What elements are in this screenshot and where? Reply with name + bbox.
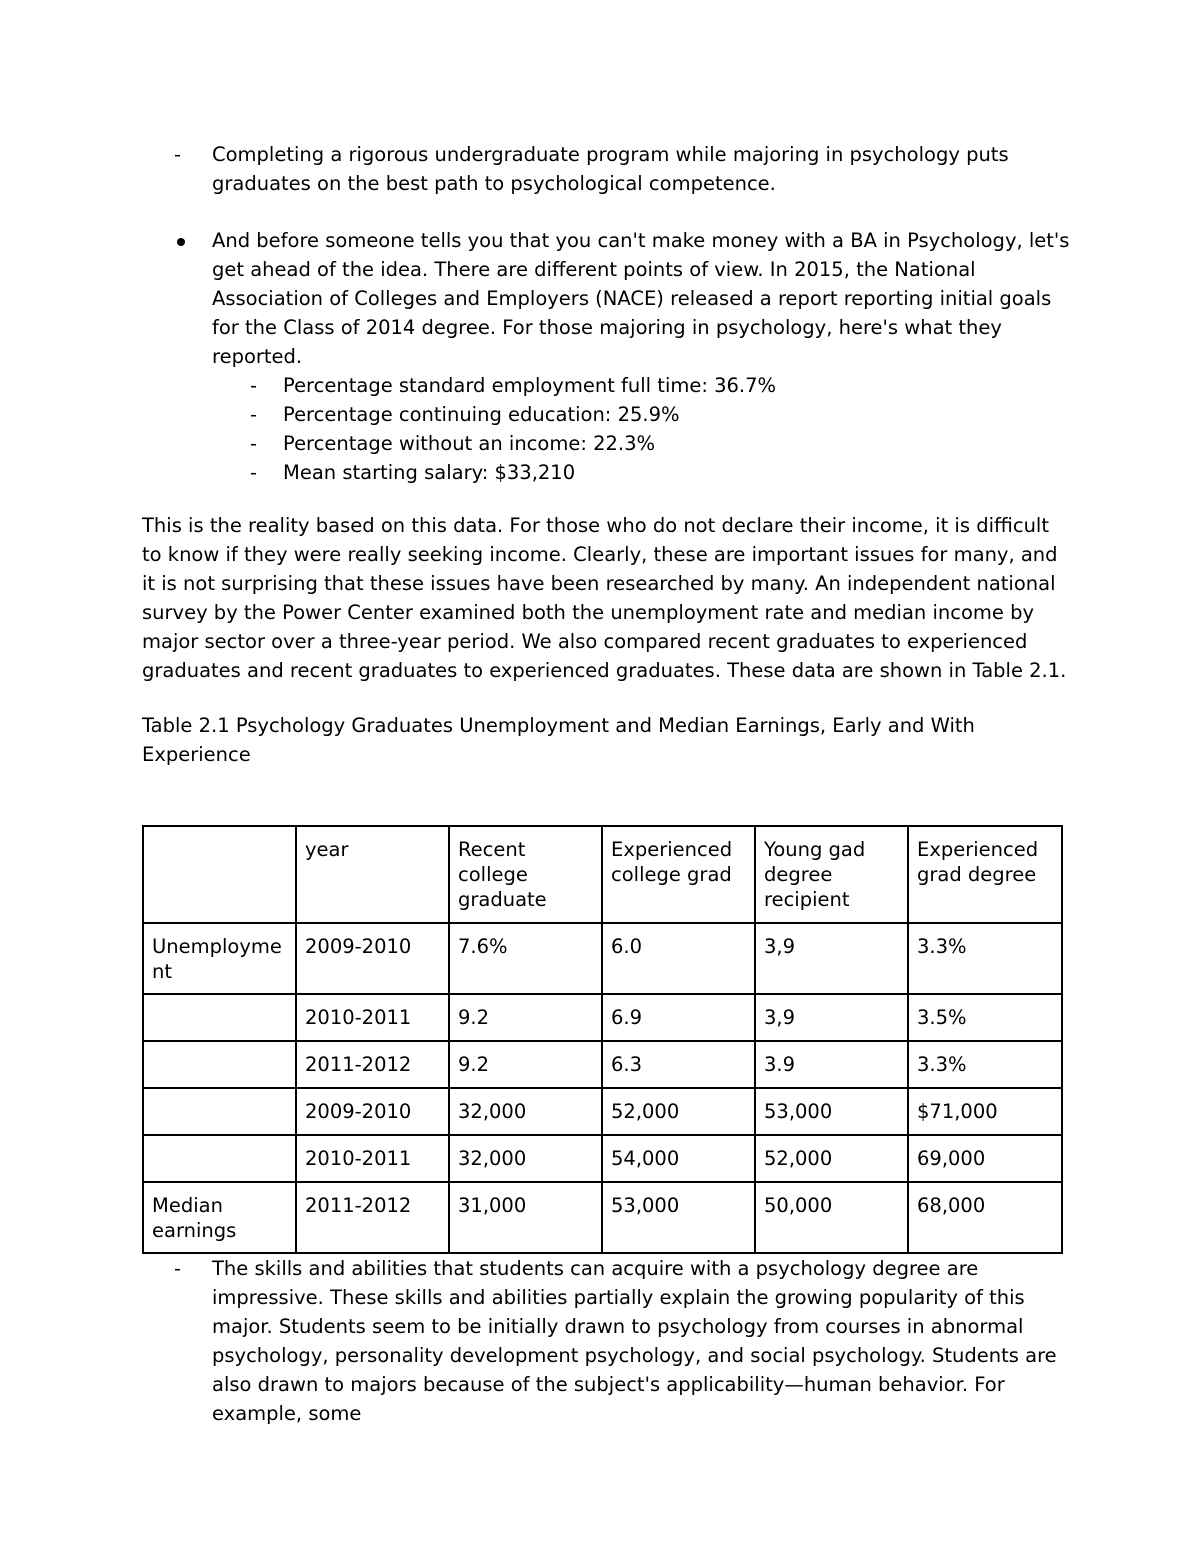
table-row: [143, 1135, 1062, 1182]
table-cell: 31,000: [449, 1182, 602, 1253]
sub-list-item: [142, 429, 1072, 458]
table-cell: 53,000: [602, 1182, 755, 1253]
table-row: [143, 923, 1062, 994]
table-cell: 69,000: [908, 1135, 1062, 1182]
table-cell: 3.9: [755, 1041, 908, 1088]
bullet-dot-icon: [177, 238, 185, 246]
sub-list-item: [142, 371, 1072, 400]
sub-list-item-text: Percentage standard employment full time: 36.7%: [283, 374, 777, 397]
dash-marker: -: [174, 1257, 182, 1280]
dash-marker: -: [174, 143, 182, 166]
header-cell: Young gad degree recipient: [755, 826, 908, 923]
list-item-text: And before someone tells you that you can't make money with a BA in Psychology, let's get ahead of the idea. There are different points of view. In 2015, the National Association of Colleges and Employers (NACE) released a report reporting initial goals for the Class of 2014 degree. For those majoring in psychology, here's what they reported.: [212, 229, 1070, 368]
table-cell: 53,000: [755, 1088, 908, 1135]
table-cell: [143, 994, 296, 1041]
header-cell: year: [296, 826, 449, 923]
list-item: [142, 140, 1072, 198]
table-cell: [143, 1088, 296, 1135]
table-row: [143, 1041, 1062, 1088]
sub-list-item-text: Mean starting salary: $33,210: [283, 461, 576, 484]
table-cell: 52,000: [602, 1088, 755, 1135]
list-item-text: Completing a rigorous undergraduate program while majoring in psychology puts graduates on the best path to psychological competence.: [212, 143, 1009, 195]
table-cell: 7.6%: [449, 923, 602, 994]
table-caption-text: Table 2.1 Psychology Graduates Unemployment and Median Earnings, Early and With Experience: [142, 714, 975, 766]
table-cell: Unemployme nt: [143, 923, 296, 994]
sub-list-item: [142, 400, 1072, 429]
paragraph-text: This is the reality based on this data. For those who do not declare their income, it is difficult to know if they were really seeking income. Clearly, these are important issues for many, and it is not surprising that these issues have been researched by many. An independent national survey by the Power Center examined both the unemployment rate and median income by major sector over a three-year period. We also compared recent graduates to experienced graduates and recent graduates to experienced graduates. These data are shown in Table 2.1.: [142, 514, 1067, 682]
table-cell: $71,000: [908, 1088, 1062, 1135]
sub-list-item: [142, 458, 1072, 487]
table-row: [143, 1088, 1062, 1135]
header-cell: [143, 826, 296, 923]
table-cell: 2011-2012: [296, 1182, 449, 1253]
table-cell: 52,000: [755, 1135, 908, 1182]
list-item-text: The skills and abilities that students can acquire with a psychology degree are impressive. These skills and abilities partially explain the growing popularity of this major. Students seem to be initially drawn to psychology from courses in abnormal psychology, personality development psychology, and social psychology. Students are also drawn to majors because of the subject's applicability—human behavior. For example, some: [212, 1257, 1057, 1425]
table-cell: 3.3%: [908, 1041, 1062, 1088]
table-cell: 68,000: [908, 1182, 1062, 1253]
table-cell: 32,000: [449, 1135, 602, 1182]
table-cell: 2011-2012: [296, 1041, 449, 1088]
body-paragraph: [142, 511, 1072, 685]
table-cell: 2010-2011: [296, 994, 449, 1041]
dash-marker: -: [250, 374, 258, 397]
table-row: [143, 1182, 1062, 1253]
header-cell: Experienced grad degree: [908, 826, 1062, 923]
table-cell: 50,000: [755, 1182, 908, 1253]
table-cell: 2009-2010: [296, 923, 449, 994]
list-item: [142, 226, 1072, 371]
table-cell: 32,000: [449, 1088, 602, 1135]
bullet-list-main: [142, 226, 1072, 487]
header-cell: Recent college graduate: [449, 826, 602, 923]
bullet-list-top: [142, 140, 1072, 198]
table-cell: [143, 1041, 296, 1088]
table-cell: 3.3%: [908, 923, 1062, 994]
table-row: [143, 994, 1062, 1041]
list-item: [142, 1254, 1072, 1428]
bullet-list-bottom: [142, 1254, 1072, 1428]
table-cell: 9.2: [449, 994, 602, 1041]
table-cell: 6.9: [602, 994, 755, 1041]
data-table: [142, 825, 1063, 1254]
table-cell: 6.3: [602, 1041, 755, 1088]
dash-marker: -: [250, 403, 258, 426]
table-caption: [142, 711, 1072, 769]
sub-list-item-text: Percentage without an income: 22.3%: [283, 432, 656, 455]
table-cell: Median earnings: [143, 1182, 296, 1253]
table-cell: 2010-2011: [296, 1135, 449, 1182]
table-cell: 2009-2010: [296, 1088, 449, 1135]
dash-marker: -: [250, 461, 258, 484]
table-cell: [143, 1135, 296, 1182]
header-cell: Experienced college grad: [602, 826, 755, 923]
dash-marker: -: [250, 432, 258, 455]
table-header-row: [143, 826, 1062, 923]
table-cell: 3.5%: [908, 994, 1062, 1041]
sub-list-item-text: Percentage continuing education: 25.9%: [283, 403, 680, 426]
table-cell: 6.0: [602, 923, 755, 994]
table-cell: 54,000: [602, 1135, 755, 1182]
table-cell: 9.2: [449, 1041, 602, 1088]
table-cell: 3,9: [755, 994, 908, 1041]
table-cell: 3,9: [755, 923, 908, 994]
